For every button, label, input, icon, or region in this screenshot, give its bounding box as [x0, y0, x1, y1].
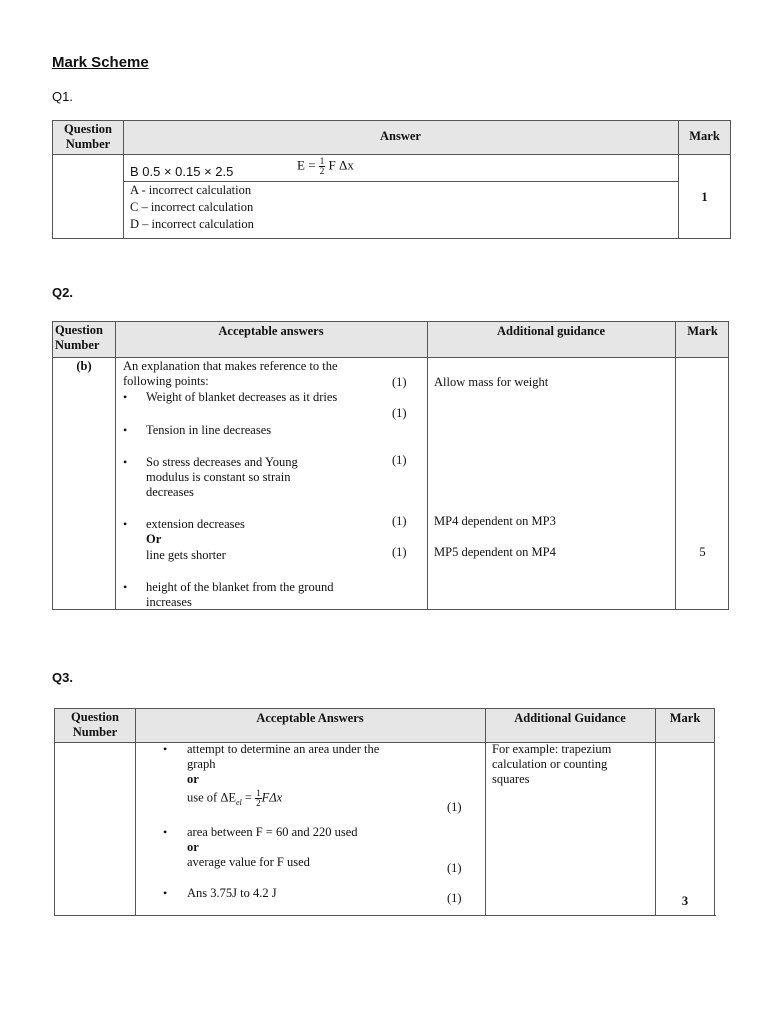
- q2-header-answers: Acceptable answers: [218, 324, 324, 338]
- bullet-icon: •: [123, 390, 128, 404]
- q2-mark-mp5: (1): [392, 545, 407, 559]
- q2-mark-mp4: (1): [392, 514, 407, 528]
- q2-mark-mp2: (1): [392, 406, 407, 420]
- q2-part-label: (b): [76, 359, 92, 373]
- q3-or-text-1: or: [187, 772, 199, 786]
- q3-header-question: Question Number: [71, 710, 119, 739]
- q1-distractor-c: C – incorrect calculation: [130, 200, 254, 214]
- q2-point-3-line3: decreases: [146, 485, 194, 499]
- q3-point-1-line1: attempt to determine an area under the: [187, 742, 380, 756]
- q2-point-2: Tension in line decreases: [146, 423, 272, 437]
- q1-mark-value: 1: [701, 190, 708, 204]
- q2-point-5-line2: increases: [146, 595, 192, 609]
- q1-header-question: Question Number: [64, 122, 112, 151]
- q1-table: [52, 120, 731, 239]
- q2-point-3-line2: modulus is constant so strain: [146, 470, 291, 484]
- q3-label: Q3.: [52, 670, 73, 685]
- q3-point-1-line2: graph: [187, 757, 216, 771]
- q3-header-mark: Mark: [669, 711, 701, 725]
- q2-point-5-line1: height of the blanket from the ground: [146, 580, 334, 594]
- bullet-icon: •: [123, 423, 128, 437]
- q3-point-3: Ans 3.75J to 4.2 J: [187, 886, 277, 900]
- q3-mark-mp3: (1): [447, 891, 462, 905]
- page-title: Mark Scheme: [52, 54, 149, 71]
- q2-label: Q2.: [52, 285, 73, 300]
- q3-mark-mp1: (1): [447, 800, 462, 814]
- q2-header-mark: Mark: [687, 324, 718, 338]
- q1-label: Q1.: [52, 89, 73, 104]
- bullet-icon: •: [163, 886, 168, 900]
- q3-guidance-line2: calculation or counting: [492, 757, 608, 771]
- bullet-icon: •: [123, 455, 128, 469]
- q2-point-4-alt: line gets shorter: [146, 548, 226, 562]
- q3-point-2-alt: average value for F used: [187, 855, 310, 869]
- q3-header-answers: Acceptable Answers: [256, 711, 364, 725]
- q2-intro-line2: following points:: [123, 374, 209, 388]
- q3-point-1-alt: use of $\Delta E_{el}$ = $\frac{1}{2}$ FΔx: [187, 788, 283, 808]
- q1-header-mark: Mark: [689, 129, 720, 143]
- q3-or-text-2: or: [187, 840, 199, 854]
- q3-guidance-line1: For example: trapezium: [492, 742, 612, 756]
- q2-point-4: extension decreases: [146, 517, 245, 531]
- q3-guidance-line3: squares: [492, 772, 530, 786]
- q2-header-question: Question Number: [55, 323, 103, 352]
- q2-mark-mp3: (1): [392, 453, 407, 467]
- q2-or-text: Or: [146, 532, 162, 546]
- q3-mark-total: 3: [681, 894, 689, 908]
- q2-point-1: Weight of blanket decreases as it dries: [146, 390, 338, 404]
- q2-mark-total: 5: [699, 545, 706, 559]
- q3-mark-mp2: (1): [447, 861, 462, 875]
- q2-intro-line1: An explanation that makes reference to the: [123, 359, 338, 373]
- q1-header-answer: Answer: [380, 129, 421, 143]
- q1-distractor-d: D – incorrect calculation: [130, 217, 254, 231]
- q1-formula: E = $\frac{1}{2}$ F Δx: [297, 156, 354, 176]
- q3-point-2-line1: area between F = 60 and 220 used: [187, 825, 358, 839]
- q2-point-3-line1: So stress decreases and Young: [146, 455, 298, 469]
- q2-guidance-3: MP5 dependent on MP4: [434, 545, 556, 559]
- bullet-icon: •: [163, 825, 168, 839]
- bullet-icon: •: [163, 742, 168, 756]
- bullet-icon: •: [123, 517, 128, 531]
- q3-header-guidance: Additional Guidance: [514, 711, 626, 725]
- q2-table: [52, 321, 729, 610]
- q2-guidance-1: Allow mass for weight: [434, 375, 549, 389]
- q3-table: [54, 708, 715, 916]
- q1-distractor-a: A - incorrect calculation: [130, 183, 252, 197]
- q2-guidance-2: MP4 dependent on MP3: [434, 514, 556, 528]
- q1-correct-answer: B 0.5 × 0.15 × 2.5: [130, 164, 234, 179]
- q2-header-guidance: Additional guidance: [496, 324, 605, 338]
- q2-mark-mp1: (1): [392, 375, 407, 389]
- bullet-icon: •: [123, 580, 128, 594]
